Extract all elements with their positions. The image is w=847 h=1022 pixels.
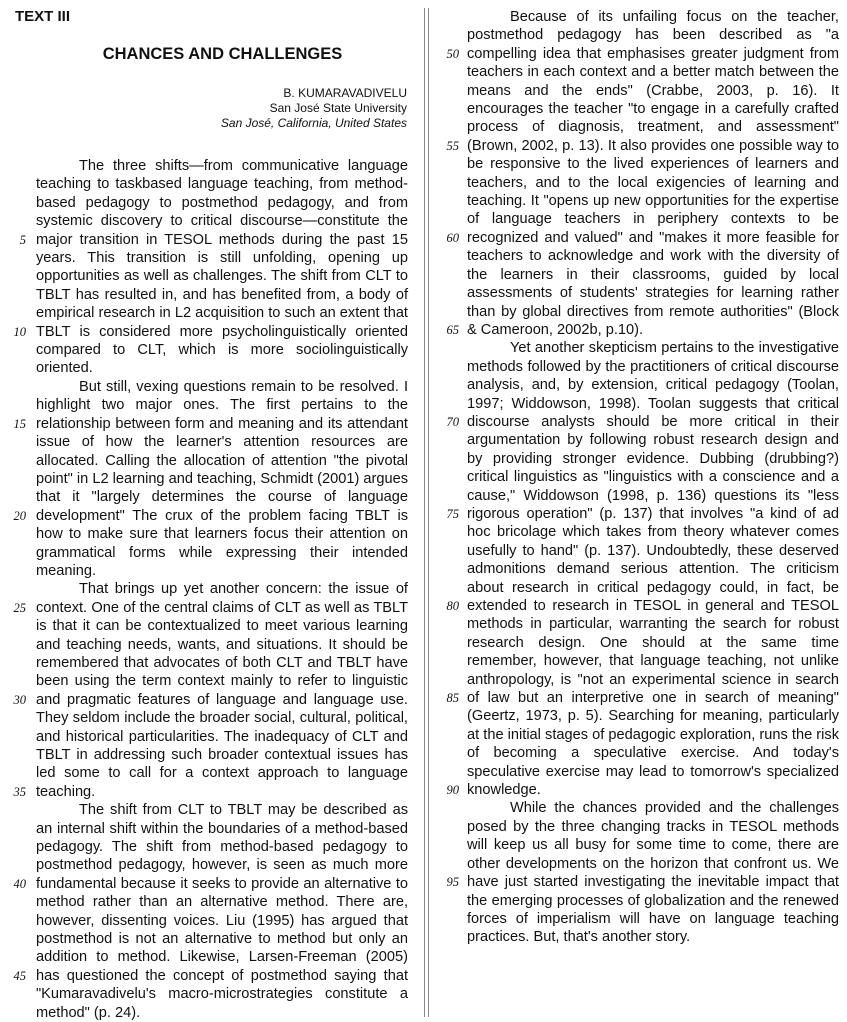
paragraph: That brings up yet another concern: the issue of context. One of the central claims of CLT as well as TBLT is that it can be contextualized to meet various learning and teaching needs, wants, and situations. It should be remembered that advocates of both CLT and TBLT have been using the term context mainly to refer to linguistic and pragmatic features of language and language use. They seldom include the broader social, cultural, political, and historical particularities. The inadequacy of CLT and TBLT in addressing such broader contextual issues has led some to call for a context approach to language teaching. — [36, 581, 408, 800]
line-number: 5 — [19, 233, 26, 247]
author-location: San José, California, United States — [220, 116, 407, 130]
column-divider — [424, 8, 429, 1017]
paragraph: But still, vexing questions remain to be resolved. I highlight two major ones. The first pertains to the relationship between form and meaning and its attendant issue of how the learner's attention resources are allocated. Calling the allocation of attention "the pivotal point" in L2 learning and teaching, Schmidt (2001) argues that it "largely determines the course of language development" The crux of the problem facing TBLT is how to make sure that learners focus their attention on grammatical forms while expressing their intended meaning. — [36, 378, 408, 579]
article-title: CHANCES AND CHALLENGES — [102, 45, 343, 63]
line-number: 90 — [446, 783, 459, 797]
paragraph: The shift from CLT to TBLT may be described as an internal shift within the boundaries of a method-based pedagogy. The shift from method-based pedagogy to postmethod pedagogy, however, is seen as much more fundamental because it seeks to provide an alternative to method rather than an alternative method. There are, however, dissenting voices. Liu (1995) has argued that postmethod is not an alternative to method but only an addition to method. Likewise, Larsen-Freeman (2005) has questioned the concept of postmethod saying that "Kumaravadivelu's macro-microstrategies constitute a method" (p. 24). — [36, 802, 408, 1021]
paragraph: Yet another skepticism pertains to the investigative methods followed by the practitioners of critical discourse analysis, and, by extension, critical pedagogy (Toolan, 1997; Widdowson, 1998). Toolan suggests that critical discourse analysts should be more critical in their argumentation by following robust research design and by providing stronger evidence. Dubbing (drubbing?) critical linguistics as "linguistics with a conscience and a cause," Widdowson (1998, p. 136) questions its "less rigorous operation" (p. 137) that involves "a kind of ad hoc bricolage which takes from theory whatever comes usefully to hand" (p. 137). Undoubtedly, these deserved admonitions demand serious attention. The criticism about research in critical pedagogy could, in fact, be extended to research in TESOL in general and TESOL methods in particular, warranting the search for robust research design. One should at the same time remember, however, that language teaching, not unlike anthropology, is "not an experimental science in search of law but an interpretive one in search of meaning" (Geertz, 1973, p. 5). Searching for meaning, particularly at the initial stages of pedagogic exploration, runs the risk of becoming a speculative exercise. And today's speculative exercise may lead to tomorrow's specialized knowledge. — [467, 340, 839, 799]
author-name: B. KUMARAVADIVELU — [283, 86, 407, 100]
line-number: 15 — [13, 417, 26, 431]
line-number: 25 — [13, 601, 26, 615]
byline — [221, 86, 407, 131]
line-number: 80 — [446, 599, 459, 613]
paragraph: Because of its unfailing focus on the teacher, postmethod pedagogy has been described as "a compelling idea that emphasises greater judgment from teachers in each context and a better match between the means and the ends" (Crabbe, 2003, p. 16). It encourages the teacher "to engage in a carefully crafted process of diagnosis, treatment, and assessment" (Brown, 2002, p. 13). It also provides one possible way to be responsive to the lived experiences of learners and teachers, and to the local exigencies of learning and teaching. It "opens up new opportunities for the expertise of language teachers in periphery contexts to be recognized and valued" and "makes it more feasible for teachers to acknowledge and work with the diversity of the learners in their classrooms, guided by local assessments of students' strategies for learning rather than by global directives from remote authorities" (Block & Cameroon, 2002b, p.10). — [467, 9, 839, 338]
line-number: 60 — [446, 231, 459, 245]
line-number: 10 — [13, 325, 26, 339]
line-number: 20 — [13, 509, 26, 523]
line-number: 35 — [13, 785, 26, 799]
line-number: 75 — [446, 507, 459, 521]
left-column — [36, 157, 408, 1022]
line-number: 95 — [446, 875, 459, 889]
line-number: 45 — [13, 969, 26, 983]
line-number: 70 — [446, 415, 459, 429]
line-number: 85 — [446, 691, 459, 705]
paragraph: The three shifts—from communicative language teaching to taskbased language teaching, from method-based pedagogy to postmethod pedagogy, and from systemic discovery to critical discourse—constitute the major transition in TESOL methods during the past 15 years. This transition is still unfolding, opening up opportunities as well as challenges. The shift from CLT to TBLT has resulted in, and has benefited from, a body of empirical research in L2 acquisition to such an extent that TBLT is considered more psycholinguistically oriented compared to CLT, which is more sociolinguistically oriented. — [36, 158, 408, 377]
text-label: TEXT III — [15, 8, 71, 25]
author-university: San José State University — [269, 101, 407, 115]
right-column — [467, 8, 839, 947]
paragraph: While the chances provided and the challenges posed by the three changing tracks in TESOL methods will keep us all busy for some time to come, there are other developments on the horizon that confront us. We have just started investigating the inevitable impact that the emerging processes of globalization and the renewed forces of imperialism will have on language teaching practices. But, that's another story. — [467, 800, 839, 946]
line-number: 65 — [446, 323, 459, 337]
line-number: 40 — [13, 877, 26, 891]
line-number: 30 — [13, 693, 26, 707]
line-number: 55 — [446, 139, 459, 153]
line-number: 50 — [446, 47, 459, 61]
